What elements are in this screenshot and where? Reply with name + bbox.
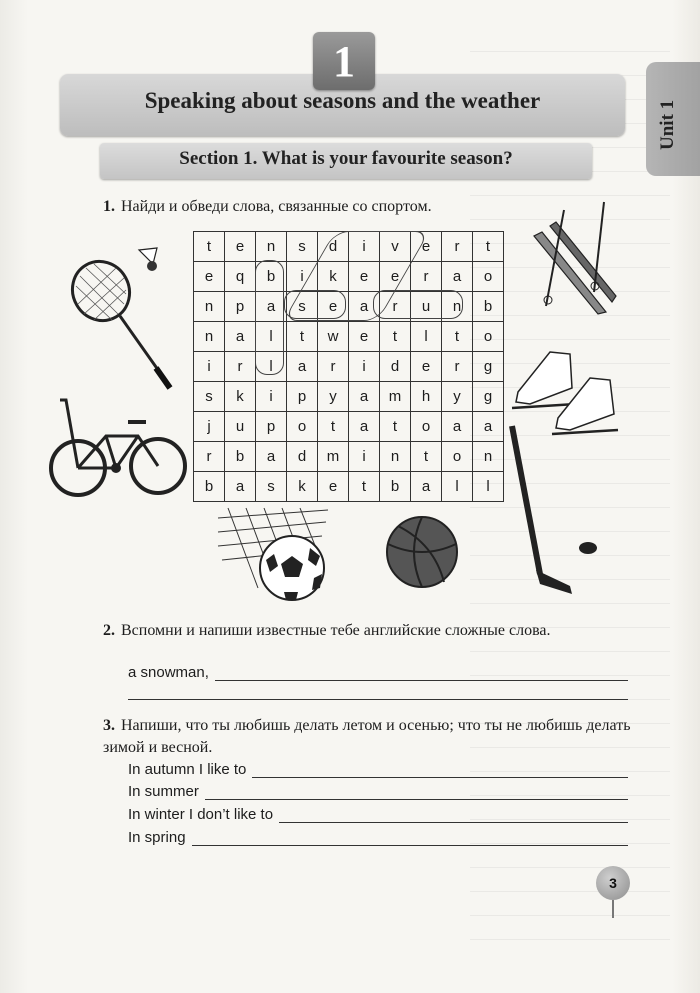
grid-cell[interactable]: o — [473, 322, 504, 352]
answer-line-summer — [128, 782, 628, 800]
grid-cell[interactable]: i — [349, 442, 380, 472]
grid-row — [194, 382, 504, 412]
grid-cell[interactable]: d — [380, 352, 411, 382]
grid-cell[interactable]: e — [318, 472, 349, 502]
grid-cell[interactable]: r — [380, 292, 411, 322]
task-number: 1. — [103, 198, 115, 215]
grid-cell[interactable]: a — [442, 262, 473, 292]
grid-cell[interactable]: i — [194, 352, 225, 382]
grid-cell[interactable]: u — [225, 412, 256, 442]
grid-cell[interactable]: d — [318, 232, 349, 262]
task-2 — [103, 620, 631, 642]
badminton-racket-icon — [68, 256, 178, 396]
grid-cell[interactable]: l — [411, 322, 442, 352]
grid-cell[interactable]: b — [380, 472, 411, 502]
grid-cell[interactable]: a — [256, 292, 287, 322]
task-3 — [103, 715, 631, 759]
section-title: Section 1. What is your favourite season? — [179, 148, 513, 169]
grid-cell[interactable]: e — [349, 322, 380, 352]
grid-cell[interactable]: s — [287, 232, 318, 262]
prompt-text: In autumn I like to — [128, 761, 247, 778]
skis-icon — [520, 196, 620, 326]
grid-cell[interactable]: k — [318, 262, 349, 292]
grid-cell[interactable]: l — [473, 472, 504, 502]
grid-cell[interactable]: e — [318, 292, 349, 322]
grid-cell[interactable]: t — [318, 412, 349, 442]
grid-cell[interactable]: o — [442, 442, 473, 472]
grid-cell[interactable]: i — [256, 382, 287, 412]
grid-cell[interactable]: b — [225, 442, 256, 472]
grid-cell[interactable]: o — [287, 412, 318, 442]
grid-cell[interactable]: a — [349, 382, 380, 412]
unit-label: Unit 1 — [657, 99, 678, 150]
task-1 — [103, 196, 583, 218]
grid-row — [194, 322, 504, 352]
grid-cell[interactable]: w — [318, 322, 349, 352]
grid-cell[interactable]: a — [225, 322, 256, 352]
grid-cell[interactable]: e — [194, 262, 225, 292]
grid-cell[interactable]: e — [380, 262, 411, 292]
grid-cell[interactable]: s — [287, 292, 318, 322]
grid-cell[interactable]: o — [473, 262, 504, 292]
grid-cell[interactable]: n — [380, 442, 411, 472]
grid-cell[interactable]: a — [256, 442, 287, 472]
grid-cell[interactable]: s — [194, 382, 225, 412]
answer-line-spring — [128, 828, 628, 846]
grid-cell[interactable]: b — [194, 472, 225, 502]
grid-cell[interactable]: l — [442, 472, 473, 502]
grid-cell[interactable]: l — [256, 322, 287, 352]
word-search-grid — [193, 231, 504, 502]
grid-cell[interactable]: k — [225, 382, 256, 412]
grid-cell[interactable]: a — [287, 352, 318, 382]
task-instruction: Найди и обведи слова, связанные со спортом. — [121, 198, 432, 215]
grid-cell[interactable]: y — [442, 382, 473, 412]
grid-cell[interactable]: i — [349, 352, 380, 382]
chapter-number-badge: 1 — [313, 32, 375, 90]
grid-cell[interactable]: t — [473, 232, 504, 262]
grid-cell[interactable]: r — [442, 232, 473, 262]
grid-cell[interactable]: e — [411, 352, 442, 382]
hockey-stick-icon — [500, 424, 610, 599]
grid-cell[interactable]: r — [194, 442, 225, 472]
grid-cell[interactable]: k — [287, 472, 318, 502]
grid-cell[interactable]: n — [442, 292, 473, 322]
grid-cell[interactable]: q — [225, 262, 256, 292]
grid-cell[interactable]: g — [473, 352, 504, 382]
prompt-text: In summer — [128, 783, 199, 800]
grid-cell[interactable]: l — [256, 352, 287, 382]
grid-cell[interactable]: a — [349, 412, 380, 442]
grid-row — [194, 472, 504, 502]
grid-cell[interactable]: t — [411, 442, 442, 472]
football-icon — [258, 534, 328, 604]
grid-cell[interactable]: e — [349, 262, 380, 292]
grid-cell[interactable]: e — [411, 232, 442, 262]
grid-cell[interactable]: a — [442, 412, 473, 442]
prompt-text: In spring — [128, 829, 186, 846]
grid-cell[interactable]: a — [225, 472, 256, 502]
grid-cell[interactable]: a — [411, 472, 442, 502]
balloon-string — [612, 900, 614, 918]
grid-cell[interactable]: b — [473, 292, 504, 322]
grid-cell[interactable]: r — [225, 352, 256, 382]
prompt-text: In winter I don’t like to — [128, 806, 274, 823]
grid-cell[interactable]: g — [473, 382, 504, 412]
grid-cell[interactable]: s — [256, 472, 287, 502]
grid-cell[interactable]: i — [349, 232, 380, 262]
grid-cell[interactable]: e — [225, 232, 256, 262]
task-instruction: Напиши, что ты любишь делать летом и осенью; что ты не любишь делать зимой и весной. — [103, 717, 631, 756]
answer-blank[interactable] — [252, 760, 628, 778]
grid-cell[interactable]: n — [194, 322, 225, 352]
shuttlecock-icon — [135, 244, 165, 276]
grid-cell[interactable]: t — [442, 322, 473, 352]
grid-cell[interactable]: p — [256, 412, 287, 442]
grid-cell[interactable]: p — [287, 382, 318, 412]
grid-cell[interactable]: m — [380, 382, 411, 412]
example-answer: a snowman, — [128, 664, 209, 681]
answer-line-example — [128, 663, 628, 681]
grid-cell[interactable]: t — [287, 322, 318, 352]
grid-row — [194, 352, 504, 382]
answer-blank[interactable] — [205, 782, 628, 800]
grid-cell[interactable]: u — [411, 292, 442, 322]
answer-blank[interactable] — [192, 828, 628, 846]
answer-line-autumn — [128, 760, 628, 778]
grid-cell[interactable]: p — [225, 292, 256, 322]
page-number-balloon: 3 — [596, 866, 630, 900]
grid-cell[interactable]: t — [380, 322, 411, 352]
grid-cell[interactable]: a — [473, 412, 504, 442]
grid-row — [194, 442, 504, 472]
answer-blank[interactable] — [128, 699, 628, 700]
grid-cell[interactable]: d — [287, 442, 318, 472]
answer-line-winter — [128, 805, 628, 823]
grid-cell[interactable]: v — [380, 232, 411, 262]
grid-cell[interactable]: b — [256, 262, 287, 292]
grid-cell[interactable]: a — [349, 292, 380, 322]
grid-cell[interactable]: o — [411, 412, 442, 442]
task-instruction: Вспомни и напиши известные тебе английские сложные слова. — [121, 622, 551, 639]
page-title: Speaking about seasons and the weather — [144, 88, 541, 113]
grid-cell[interactable]: j — [194, 412, 225, 442]
task-number: 3. — [103, 717, 115, 734]
grid-row — [194, 232, 504, 262]
grid-cell[interactable]: n — [194, 292, 225, 322]
answer-blank[interactable] — [279, 805, 628, 823]
bicycle-icon — [48, 396, 188, 506]
grid-cell[interactable]: t — [380, 412, 411, 442]
grid-cell[interactable]: y — [318, 382, 349, 412]
grid-row — [194, 262, 504, 292]
grid-cell[interactable]: h — [411, 382, 442, 412]
grid-row — [194, 292, 504, 322]
grid-cell[interactable]: t — [349, 472, 380, 502]
grid-cell[interactable]: m — [318, 442, 349, 472]
grid-cell[interactable]: r — [411, 262, 442, 292]
answer-blank[interactable] — [215, 663, 628, 681]
grid-cell[interactable]: i — [287, 262, 318, 292]
grid-cell[interactable]: t — [194, 232, 225, 262]
grid-cell[interactable]: r — [318, 352, 349, 382]
grid-cell[interactable]: n — [473, 442, 504, 472]
basketball-icon — [384, 514, 464, 594]
grid-cell[interactable]: r — [442, 352, 473, 382]
grid-cell[interactable]: n — [256, 232, 287, 262]
grid-row — [194, 412, 504, 442]
task-number: 2. — [103, 622, 115, 639]
